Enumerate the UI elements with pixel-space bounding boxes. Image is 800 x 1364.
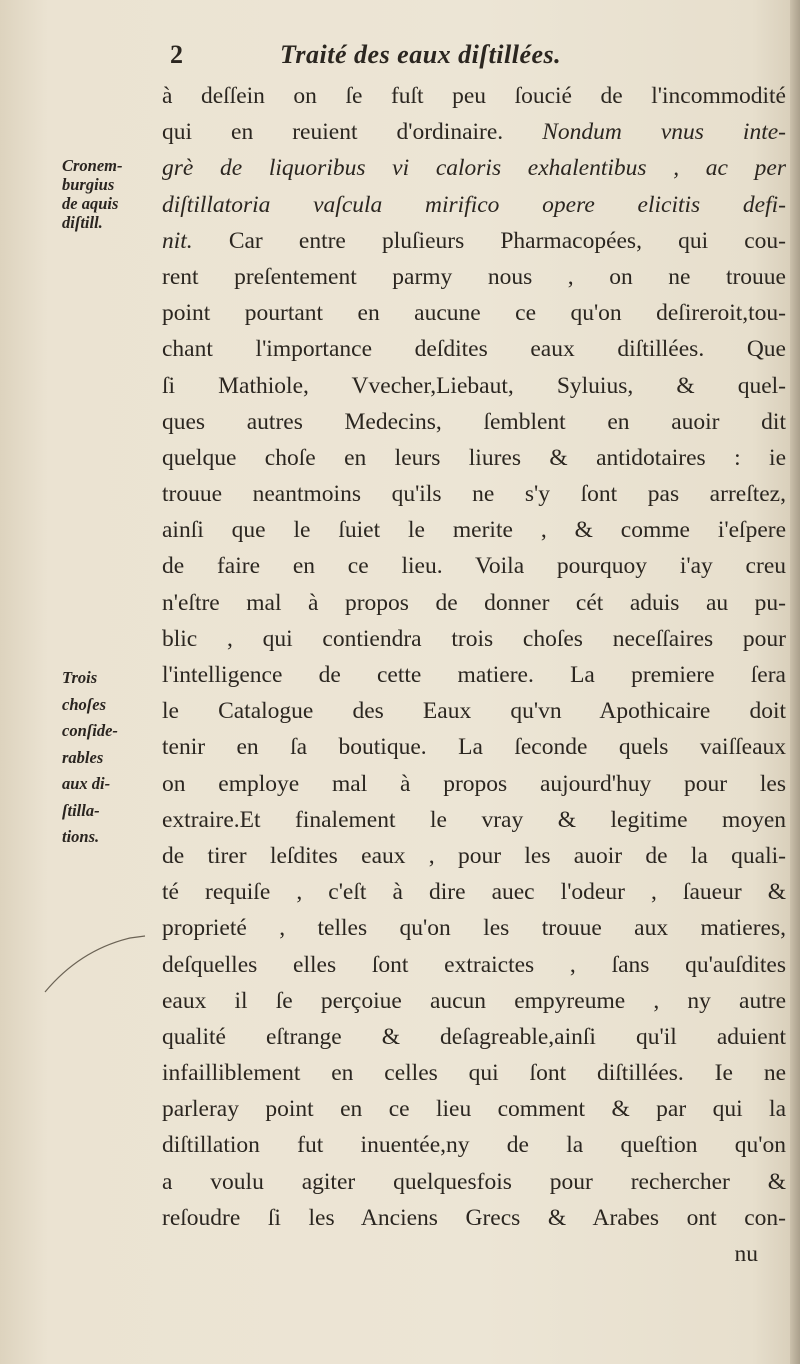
- text-line: eaux il ſe perçoiue aucun empyreume , ny autre: [162, 987, 786, 1014]
- text-line: de faire en ce lieu. Voila pourquoy i'ay creu: [162, 553, 786, 580]
- text-line: infailliblement en celles qui ſont diſtillées. Ie ne: [162, 1060, 786, 1087]
- text-line: ſi Mathiole, Vvecher,Liebaut, Syluius, & quel-: [162, 372, 786, 399]
- text-line: parleray point en ce lieu comment & par qui la: [162, 1096, 786, 1123]
- text-line: on employe mal à propos aujourd'huy pour les: [162, 770, 786, 797]
- page-number: 2: [170, 40, 183, 69]
- marginal-line: Trois: [62, 668, 98, 687]
- page-header: [170, 40, 770, 80]
- text-line: extraire.Et finalement le vray & legitime moyen: [162, 806, 786, 833]
- page-edge-shadow: [790, 0, 800, 1364]
- main-text-block: [162, 78, 786, 1272]
- text-line: le Catalogue des Eaux qu'vn Apothicaire doit: [162, 698, 786, 725]
- marginal-line: Cronem-: [62, 156, 123, 175]
- marginal-note-trois-choses: [62, 665, 154, 851]
- text-line: chant l'importance deſdites eaux diſtillées. Que: [162, 336, 786, 363]
- marginal-line: rables: [62, 747, 104, 767]
- marginal-line: tions.: [62, 827, 100, 846]
- text-line: diſtillation fut inuentée,ny de la queſtion qu'on: [162, 1132, 786, 1159]
- marginal-note-cronemburg: [62, 156, 154, 232]
- text-line: ainſi que le ſuiet le merite , & comme i'eſpere: [162, 517, 786, 544]
- text-line: deſquelles elles ſont extraictes , ſans qu'auſdites: [162, 951, 786, 978]
- text-line: proprieté , telles qu'on les trouue aux matieres,: [162, 915, 786, 942]
- text-line: quelque choſe en leurs liures & antidotaires : ie: [162, 444, 786, 471]
- text-line: diſtillatoria vaſcula mirifico opere elicitis defi-: [162, 191, 786, 218]
- text-line: ques autres Medecins, ſemblent en auoir dit: [162, 408, 786, 435]
- text-line: point pourtant en aucune ce qu'on deſireroit,tou-: [162, 300, 786, 327]
- marginal-line: conſide-: [62, 721, 118, 740]
- text-line: a voulu agiter quelquesfois pour rechercher &: [162, 1168, 786, 1195]
- text-line: qualité eſtrange & deſagreable,ainſi qu'il aduient: [162, 1023, 786, 1050]
- text-line: grè de liquoribus vi caloris exhalentibus , ac per: [162, 155, 786, 182]
- text-line: l'intelligence de cette matiere. La premiere ſera: [162, 662, 786, 688]
- marginal-line: ſtilla-: [62, 800, 100, 820]
- marginal-line: burgius: [62, 175, 115, 194]
- text-line: reſoudre ſi les Anciens Grecs & Arabes ont con-: [162, 1204, 786, 1231]
- text-line: à deſſein on ſe fuſt peu ſoucié de l'incommodité: [162, 83, 786, 109]
- text-line: de tirer leſdites eaux , pour les auoir de la quali-: [162, 842, 786, 869]
- running-title: Traité des eaux diſtillées.: [280, 40, 562, 69]
- text-line: nit. Car entre pluſieurs Pharmacopées, qui cou-: [162, 227, 786, 254]
- text-line: qui en reuient d'ordinaire. Nondum vnus inte-: [162, 119, 786, 146]
- marginal-line: de aquis: [62, 194, 119, 213]
- marginal-line: diſtill.: [62, 213, 103, 232]
- text-line: trouue neantmoins qu'ils ne s'y ſont pas arreſtez,: [162, 481, 786, 508]
- text-line: té requiſe , c'eſt à dire auec l'odeur , ſaueur &: [162, 879, 786, 906]
- text-line: n'eſtre mal à propos de donner cét aduis au pu-: [162, 589, 786, 616]
- latin-quote-start: Nondum vnus inte-: [542, 119, 786, 146]
- marginal-line: aux di-: [62, 774, 111, 793]
- text-line: tenir en ſa boutique. La ſeconde quels vaiſſeaux: [162, 734, 786, 761]
- catchword: nu: [734, 1241, 758, 1267]
- text-line: blic , qui contiendra trois choſes neceſſaires pour: [162, 625, 786, 652]
- text-line: rent preſentement parmy nous , on ne trouue: [162, 263, 786, 290]
- marginal-line: choſes: [62, 694, 106, 714]
- pen-scratch-mark: [40, 930, 150, 1000]
